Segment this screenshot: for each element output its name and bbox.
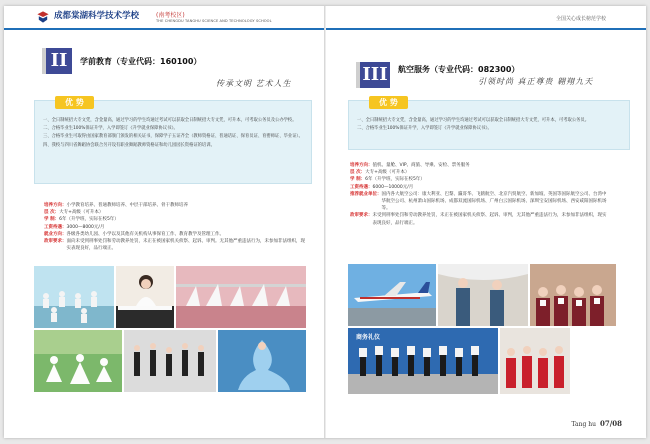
info-row	[44, 202, 306, 209]
students-group-photo	[530, 264, 616, 326]
page-number-value: 07/08	[599, 419, 622, 428]
header-slogan: 全国关心成长榜范学校	[555, 16, 606, 22]
photo-banner-text: 商务礼仪	[356, 334, 381, 341]
advantage-item: 一、全日制统招大专文凭，含金量高，通过学习的学生均通过考试可以获取全日制统招大专文凭，可升本，可考取公务员及公办学校。	[43, 118, 297, 123]
info-row	[350, 191, 610, 213]
info-value: 6000—10000元/月	[372, 184, 414, 190]
page-brand: Tang hu	[571, 421, 596, 428]
info-row	[350, 184, 610, 191]
section-title: 学前教育（专业代码：160100）	[80, 57, 202, 66]
section-numeral: III	[356, 62, 390, 88]
program-info	[44, 202, 306, 252]
section-title: 航空服务（专业代码：082300）	[398, 65, 520, 74]
stage-dance-photo	[218, 330, 306, 392]
info-key: 政审要求：	[350, 213, 373, 219]
info-key: 学 制：	[44, 217, 60, 223]
info-value: 大专+高级（可升本）	[365, 170, 410, 176]
info-row	[350, 212, 610, 226]
outdoor-performance-photo	[34, 330, 122, 392]
school-name-en: THE CHENGDU TANGHU SCIENCE AND TECHNOLOGY SCHOOL	[156, 19, 272, 23]
section-slogan: 引领时尚 真正尊贵 翱翔九天	[478, 77, 594, 86]
info-key: 培养方向：	[350, 163, 373, 168]
info-row	[350, 176, 610, 183]
info-key: 学 制：	[350, 177, 366, 183]
info-key: 政审要求：	[44, 239, 67, 245]
airplane-photo	[348, 264, 436, 326]
info-value: 面向未受到刑事处罚和劳动教养处罚，未正在被国家机关侦察、起诉、审判。无其他严重违法行为，未参加非法组织，现实表现良好，品行端正。	[66, 239, 305, 252]
info-row	[350, 169, 610, 176]
info-value: 大专+高级（可升本）	[59, 210, 104, 216]
school-logo-icon	[36, 10, 50, 24]
right-page	[326, 6, 646, 438]
info-value: 3000—8000元/月	[66, 224, 105, 230]
advantage-item: 四、我校与四川省舞蹈协会联合另开设有职业舞蹈教师资格证和幼儿园园长资格证的培训。	[43, 142, 215, 148]
campus-label: (南考校区)	[156, 12, 185, 19]
program-info	[350, 162, 610, 227]
dance-studio-photo	[176, 266, 306, 328]
info-row	[44, 209, 306, 216]
info-key: 推荐就业单位：	[350, 191, 382, 197]
advantage-item: 三、合格毕业生可取得由国家教育部颁门颁发的相关证书，保障学子五证齐全（教师资格证、普通话证、保育员证、育婴师证、毕业证）。	[43, 134, 303, 140]
info-row	[44, 231, 306, 238]
page-number	[571, 419, 622, 428]
info-key: 就业方向：	[44, 231, 67, 237]
page-header	[326, 6, 646, 30]
info-value: 未受到刑事处罚和劳动教养处罚，未正在被国家机关侦察、起诉、审判，无其他严重违法行为，未参加非法组织，现实表现良好，品行端正。	[372, 213, 607, 226]
section-numeral: II	[42, 48, 72, 74]
school-name: 成都棠湖科学技术学校	[54, 11, 140, 21]
info-value: 6年（升学班，实际在校5年）	[365, 177, 425, 183]
info-value: 各级各类幼儿园、小学以及其他有关机构从事保育工作、教育教学及管理工作。	[66, 231, 224, 237]
dance-group-photo	[124, 330, 216, 392]
left-page	[4, 6, 324, 438]
info-value: 6年（升学班，实际在校5年）	[59, 217, 119, 223]
section-slogan: 传承文明 艺术人生	[216, 79, 292, 88]
info-row	[350, 162, 610, 169]
advantage-tag: 优 势	[369, 96, 408, 109]
info-key: 层 次：	[44, 210, 60, 216]
advantage-item: 二、合格毕业生100%保证升学，入学即签订《升学就业保障协议书》。	[357, 126, 492, 132]
info-value: 国内各大航空公司：康大利亚、巴黎、瀛哥华、飞鹤航空、北京汽贸航空、新加坡、英国等国际航空公司、台湾中华航空公司、杭州萧山国际机场、成都双流国际机场、广州白云国际机场、深圳宝安国际机场、西安咸阳国际机场等。	[381, 191, 607, 212]
advantage-box	[348, 100, 630, 150]
advantage-tag: 优 势	[55, 96, 94, 109]
etiquette-class-photo	[348, 328, 498, 394]
info-key: 层 次：	[350, 170, 366, 176]
info-key: 工资待遇：	[44, 224, 67, 230]
advantage-item: 二、合格毕业生100%保证升学，入学即签订《升学就业保障协议书》。	[43, 126, 178, 132]
cabin-crew-photo	[438, 264, 528, 326]
info-row	[44, 238, 306, 252]
info-key: 工资待遇：	[350, 184, 373, 190]
info-value: 小学教育培养、普通教师培养、中层干部培养、骨干教师培养	[66, 203, 188, 208]
info-row	[44, 224, 306, 231]
page-header	[4, 6, 324, 30]
advantage-box	[34, 100, 312, 184]
info-value: 值机、量舱、VIP、商旅、导乘、安检、票务服务	[372, 163, 470, 168]
advantage-item: 一、全日制统招大专文凭，含金量高，通过学习的学生均通过考试可以获取全日制统招大专文凭，可升本，可考取公务员。	[357, 118, 590, 123]
dance-class-photo	[34, 266, 114, 328]
info-row	[44, 216, 306, 223]
piano-student-photo	[116, 266, 174, 328]
info-key: 培养方向：	[44, 203, 67, 208]
brochure-spread	[4, 6, 646, 438]
uniform-lineup-photo	[500, 328, 570, 394]
